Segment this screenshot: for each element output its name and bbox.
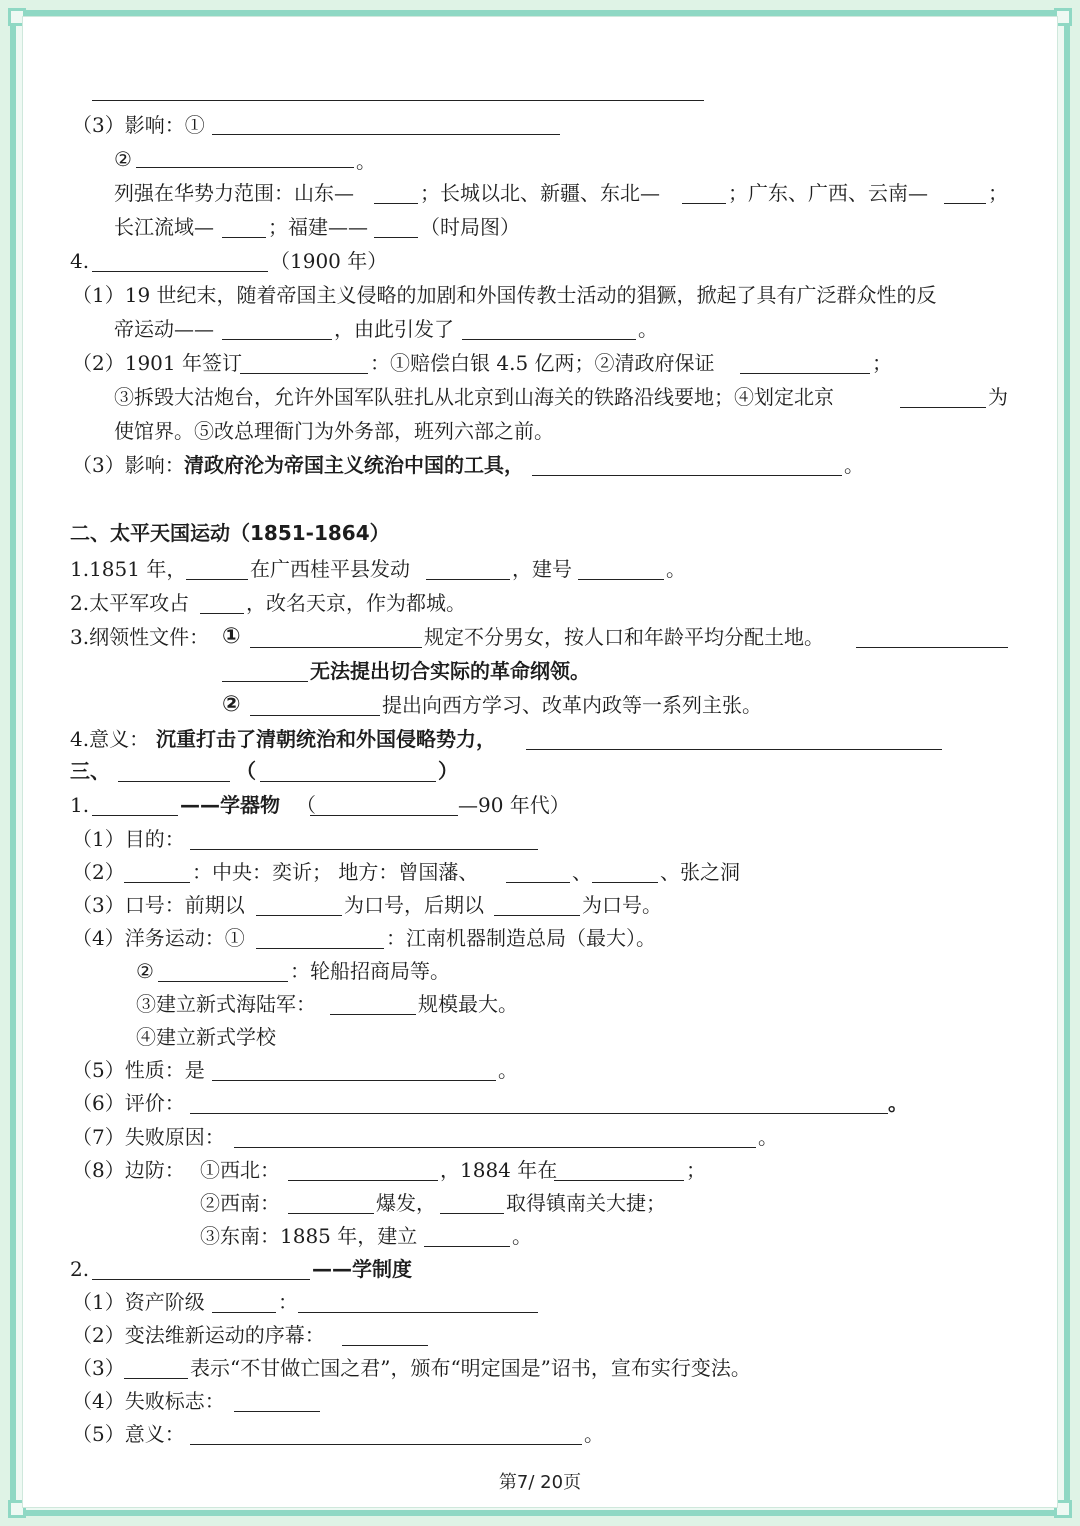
text: （4）洋务运动：① (72, 926, 245, 950)
answer-blank[interactable] (426, 579, 510, 580)
text: （7）失败原因： (72, 1125, 225, 1149)
answer-blank[interactable] (250, 715, 380, 716)
answer-blank[interactable] (212, 1312, 276, 1313)
text: 3.纲领性文件： (70, 625, 210, 649)
text: 2.太平军攻占 (70, 591, 190, 615)
answer-blank[interactable] (288, 1213, 374, 1214)
answer-blank[interactable] (856, 647, 1008, 648)
text: ：中央：奕䜣； 地方：曾国藩、 (192, 860, 479, 884)
text: 为口号，后期以 (344, 893, 484, 917)
punctuation: 。 (512, 1224, 532, 1248)
item-label: （3）影响：① (72, 113, 205, 137)
answer-blank[interactable] (578, 579, 664, 580)
text: ：江南机器制造总局（最大）。 (386, 926, 656, 950)
answer-blank[interactable] (158, 981, 288, 982)
text: 4.意义： (70, 727, 150, 751)
text: 取得镇南关大捷； (506, 1191, 666, 1215)
punctuation: ； (872, 351, 892, 375)
answer-blank[interactable] (234, 1411, 320, 1412)
answer-blank[interactable] (554, 1180, 684, 1181)
answer-blank[interactable] (944, 203, 986, 204)
text: ： (278, 1290, 298, 1314)
answer-blank[interactable] (92, 271, 268, 272)
answer-blank[interactable] (190, 1113, 888, 1114)
item-label: ② (114, 147, 132, 171)
text: 帝运动—— (114, 317, 214, 341)
answer-blank[interactable] (136, 167, 354, 168)
text: ，1884 年在 (440, 1158, 558, 1182)
page-number: 第7/ 20页 (498, 1472, 582, 1493)
answer-blank[interactable] (256, 948, 384, 949)
text: （1900 年） (270, 249, 388, 273)
answer-blank[interactable] (494, 915, 580, 916)
text: —90 年代） (458, 793, 570, 817)
punctuation: 。 (758, 1125, 778, 1149)
answer-blank[interactable] (222, 339, 332, 340)
text: ：①赔偿白银 4.5 亿两；②清政府保证 (370, 351, 715, 375)
answer-blank[interactable] (222, 237, 266, 238)
text: （3） (72, 1356, 125, 1380)
answer-blank[interactable] (462, 339, 636, 340)
text: 在广西桂平县发动 (250, 557, 410, 581)
answer-blank[interactable] (190, 849, 538, 850)
answer-blank[interactable] (682, 203, 726, 204)
text: 爆发， (376, 1191, 436, 1215)
answer-blank[interactable] (92, 1279, 310, 1280)
text: （3）口号：前期以 (72, 893, 245, 917)
text: （3）影响： (72, 453, 185, 477)
text: 1.1851 年， (70, 557, 187, 581)
bold-text: ——学制度 (312, 1257, 412, 1281)
text: ② (136, 959, 154, 983)
answer-blank[interactable] (330, 1014, 416, 1015)
text: （ (296, 793, 316, 817)
text: 为 (988, 385, 1008, 409)
text: ；长城以北、新疆、东北— (420, 181, 660, 205)
answer-blank[interactable] (124, 882, 190, 883)
answer-blank[interactable] (374, 203, 418, 204)
section-heading: 二、太平天国运动（1851-1864） (70, 521, 390, 545)
answer-blank[interactable] (118, 781, 230, 782)
answer-blank[interactable] (342, 1345, 428, 1346)
text: ①西北： (200, 1158, 280, 1182)
answer-blank[interactable] (740, 373, 870, 374)
circled-number: ② (222, 692, 241, 717)
bold-text: 无法提出切合实际的革命纲领。 (310, 659, 590, 683)
text: ，由此引发了 (334, 317, 454, 341)
text: 列强在华势力范围：山东— (114, 181, 354, 205)
text: ③拆毁大沽炮台，允许外国军队驻扎从北京到山海关的铁路沿线要地；④划定北京 (114, 385, 834, 409)
text: （2） (72, 860, 125, 884)
text: （1）19 世纪末，随着帝国主义侵略的加剧和外国传教士活动的猖獗，掀起了具有广泛群众性的反 (72, 283, 937, 307)
text: ；福建—— (268, 215, 368, 239)
text: ，改名天京，作为都城。 (246, 591, 466, 615)
text: 、 (572, 860, 592, 884)
answer-blank[interactable] (260, 781, 436, 782)
text: 表示“不甘做亡国之君”，颁布“明定国是”诏书，宣布实行变法。 (190, 1356, 751, 1380)
bold-text: ——学器物 (180, 793, 280, 817)
answer-blank[interactable] (506, 882, 570, 883)
answer-blank[interactable] (92, 815, 178, 816)
text: 长江流域— (114, 215, 214, 239)
bold-text: 沉重打击了清朝统治和外国侵略势力， (156, 727, 496, 751)
punctuation: 。 (584, 1422, 604, 1446)
text: （2）1901 年签订 (72, 351, 242, 375)
punctuation: 。 (638, 317, 658, 341)
punctuation: ； (686, 1158, 706, 1182)
answer-blank[interactable] (190, 1444, 582, 1445)
text: ； (988, 181, 1008, 205)
text: （1）目的： (72, 827, 185, 851)
text: 为口号。 (582, 893, 662, 917)
punctuation: 。 (844, 453, 864, 477)
section-heading: （ (236, 759, 256, 783)
answer-blank[interactable] (374, 237, 418, 238)
answer-blank[interactable] (526, 749, 942, 750)
text: （4）失败标志： (72, 1389, 225, 1413)
text: （1）资产阶级 (72, 1290, 205, 1314)
text: 、张之洞 (660, 860, 740, 884)
text: （6）评价： (72, 1091, 185, 1115)
text: （8）边防： (72, 1158, 185, 1182)
item-number: 2. (70, 1257, 90, 1281)
text: ④建立新式学校 (136, 1025, 276, 1049)
text: （2）变法维新运动的序幕： (72, 1323, 325, 1347)
bold-text: 清政府沦为帝国主义统治中国的工具， (184, 453, 524, 477)
answer-blank[interactable] (532, 475, 842, 476)
answer-blank[interactable] (222, 681, 308, 682)
answer-blank[interactable] (212, 134, 560, 135)
answer-blank[interactable] (200, 613, 244, 614)
answer-blank[interactable] (592, 882, 658, 883)
text: 提出向西方学习、改革内政等一系列主张。 (382, 693, 762, 717)
text: （5）意义： (72, 1422, 185, 1446)
answer-blank[interactable] (256, 915, 342, 916)
punctuation: 。 (666, 557, 686, 581)
answer-blank[interactable] (900, 407, 986, 408)
item-number: 4. (70, 249, 90, 273)
answer-blank[interactable] (310, 815, 458, 816)
text: ；广东、广西、云南— (728, 181, 928, 205)
answer-blank[interactable] (240, 373, 368, 374)
text: 规定不分男女，按人口和年龄平均分配土地。 (424, 625, 824, 649)
item-number: 1. (70, 793, 90, 817)
punctuation: 。 (888, 1091, 908, 1115)
circled-number: ① (222, 624, 241, 649)
answer-blank[interactable] (234, 1147, 756, 1148)
answer-blank[interactable] (212, 1080, 496, 1081)
text: 规模最大。 (418, 992, 518, 1016)
answer-blank[interactable] (440, 1213, 504, 1214)
text: ③东南：1885 年，建立 (200, 1224, 418, 1248)
text: 使馆界。⑤改总理衙门为外务部，班列六部之前。 (114, 419, 554, 443)
section-heading: ） (438, 759, 458, 783)
text: ，建号 (512, 557, 572, 581)
text: ：轮船招商局等。 (290, 959, 450, 983)
text: （时局图） (420, 215, 520, 239)
answer-blank[interactable] (250, 647, 422, 648)
answer-blank[interactable] (288, 1180, 438, 1181)
text: ③建立新式海陆军： (136, 992, 316, 1016)
answer-blank[interactable] (186, 579, 248, 580)
text: ②西南： (200, 1191, 280, 1215)
section-heading: 三、 (70, 759, 110, 783)
answer-blank[interactable] (92, 100, 704, 101)
answer-blank[interactable] (124, 1378, 188, 1379)
text: （5）性质：是 (72, 1058, 205, 1082)
answer-blank[interactable] (298, 1312, 538, 1313)
answer-blank[interactable] (424, 1246, 510, 1247)
punctuation: 。 (356, 149, 376, 173)
punctuation: 。 (498, 1058, 518, 1082)
